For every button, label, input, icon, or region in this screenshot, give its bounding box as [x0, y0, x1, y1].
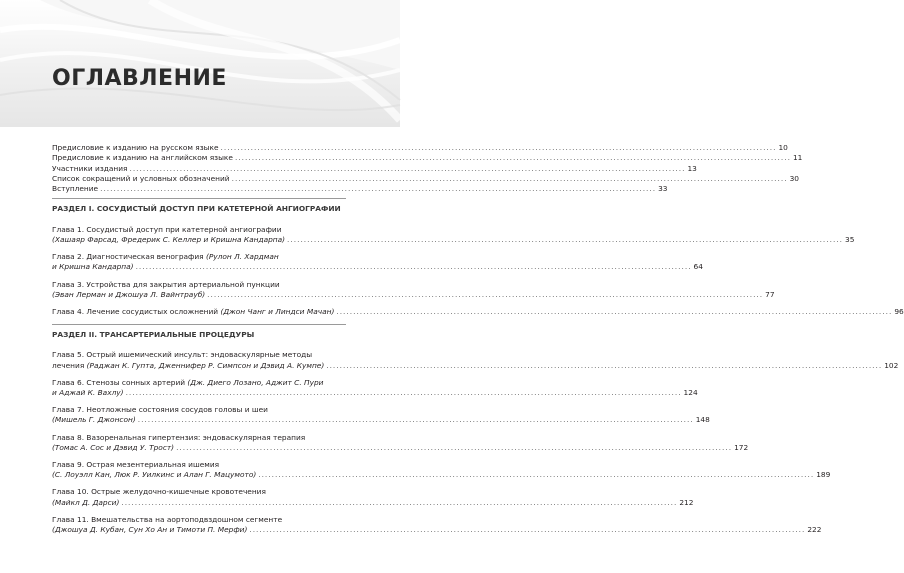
toc-entry-page: 11: [792, 153, 803, 163]
chapter-line: [52, 415, 710, 425]
chapter-page: 148: [695, 415, 710, 425]
dot-leader: [221, 143, 777, 153]
chapter-line: [52, 442, 749, 453]
chapter-label: [52, 235, 285, 245]
toc-entry[interactable]: [52, 184, 668, 194]
dot-leader: [232, 174, 788, 184]
dot-leader: [207, 290, 763, 300]
chapter-authors: (Рулон Л. Хардман: [205, 252, 279, 262]
chapter-line: [52, 470, 831, 480]
toc-entry-label: Предисловие к изданию на русском языке: [52, 143, 219, 152]
toc-entry-page: 10: [778, 143, 788, 152]
dot-leader: [176, 443, 732, 453]
chapter-label: [52, 290, 205, 300]
chapter-authors: (С. Лоуэлл Кан, Люк Р. Уилкинс и Алан Г. Мацумото): [52, 470, 257, 480]
chapter-authors: (Майкл Д. Дарси): [52, 497, 120, 507]
chapter-title: Глава 11. Вмешательства на аортоподвздошном сегменте: [52, 514, 283, 524]
chapter-page: 96: [894, 306, 904, 316]
chapter-line: [52, 433, 346, 443]
toc-entry[interactable]: [52, 173, 799, 184]
chapter-line: [52, 262, 703, 272]
chapter-entry[interactable]: [52, 514, 822, 535]
chapter-line: [52, 487, 346, 497]
chapter-entry[interactable]: [52, 459, 831, 480]
toc-entry-label: Предисловие к изданию на английском языке: [52, 153, 233, 163]
chapter-label: [52, 361, 324, 371]
chapter-page: 77: [765, 289, 775, 299]
chapter-title: Глава 6. Стенозы сонных артерий: [52, 377, 188, 387]
chapter-entry[interactable]: [52, 224, 855, 245]
chapter-line: [52, 280, 346, 290]
chapter-line: [52, 350, 346, 360]
toc-entry[interactable]: [52, 153, 803, 163]
chapter-label: [52, 443, 174, 453]
chapter-entry[interactable]: [52, 432, 749, 453]
dot-leader: [126, 388, 682, 398]
toc-entry-label: Вступление: [52, 184, 99, 194]
dot-leader: [121, 498, 677, 508]
chapter-line: [52, 225, 346, 235]
chapter-entry[interactable]: [52, 487, 694, 507]
chapter-label: [52, 388, 124, 398]
chapter-title-cont: лечения: [52, 360, 87, 370]
chapter-label: [52, 415, 136, 425]
toc-entry-label: Список сокращений и условных обозначений: [52, 173, 230, 183]
chapter-entry[interactable]: [52, 377, 698, 398]
chapter-title: Глава 1. Сосудистый доступ при катетерной ангиографии: [52, 224, 282, 234]
toc-entry-label: Участники издания: [52, 163, 128, 173]
chapter-line: [52, 460, 346, 470]
chapter-page: 189: [816, 470, 831, 480]
divider: [52, 198, 346, 199]
chapter-line: [52, 405, 346, 415]
section-heading: РАЗДЕЛ I. СОСУДИСТЫЙ ДОСТУП ПРИ КАТЕТЕРНОЙ АНГИОГРАФИИ: [52, 204, 341, 214]
chapter-line: [52, 515, 346, 525]
chapter-page: 222: [807, 524, 822, 534]
chapter-entry[interactable]: [52, 306, 904, 317]
dot-leader: [249, 525, 805, 535]
chapter-authors: (Джошуа Д. Кубан, Сун Хо Ан и Тимоти П. Мерфи): [52, 524, 248, 534]
chapter-line: [52, 497, 694, 508]
wave-decoration: [0, 0, 400, 127]
dot-leader: [287, 235, 843, 245]
chapter-entry[interactable]: [52, 405, 710, 425]
chapter-authors: и Аджай К. Вахлу): [52, 387, 124, 397]
chapter-line: [52, 234, 855, 245]
chapter-authors: (Эван Лерман и Джошуа Л. Вайнтрауб): [52, 289, 206, 299]
chapter-authors: (Хашаяр Фарсад, Фредерик С. Келлер и Кришна Кандарпа): [52, 234, 286, 244]
dot-leader: [138, 415, 694, 425]
chapter-page: 124: [683, 387, 698, 397]
chapter-page: 172: [734, 442, 749, 452]
chapter-line: [52, 360, 899, 371]
chapter-label: [52, 470, 256, 480]
table-of-contents: [52, 143, 904, 542]
toc-entry[interactable]: [52, 163, 697, 174]
section-heading: РАЗДЕЛ II. ТРАНСАРТЕРИАЛЬНЫЕ ПРОЦЕДУРЫ: [52, 330, 255, 340]
chapter-page: 212: [679, 497, 694, 507]
divider: [52, 324, 346, 325]
chapter-entry[interactable]: [52, 350, 899, 370]
toc-entry-page: 30: [789, 173, 799, 183]
chapter-authors: (Джон Чанг и Линдси Мачан): [220, 306, 335, 316]
chapter-authors: (Томас А. Сос и Дэвид У. Трост): [52, 442, 175, 452]
chapter-authors: (Дж. Диего Лозано, Аджит С. Пури: [187, 377, 324, 387]
chapter-authors: (Мишель Г. Джонсон): [52, 415, 136, 425]
chapter-line: [52, 289, 775, 300]
sections-list: [52, 204, 904, 535]
chapter-title: Глава 2. Диагностическая венография: [52, 252, 206, 262]
chapter-label: [52, 498, 119, 508]
chapter-line: [52, 306, 904, 317]
chapter-page: 35: [845, 234, 855, 244]
chapter-page: 102: [884, 360, 899, 370]
chapter-line: [52, 524, 822, 535]
dot-leader: [235, 153, 791, 163]
chapter-entry[interactable]: [52, 279, 775, 300]
chapter-line: [52, 387, 698, 398]
chapter-title: Глава 7. Неотложные состояния сосудов головы и шеи: [52, 405, 268, 415]
chapter-line: [52, 252, 346, 262]
toc-entry[interactable]: [52, 143, 788, 153]
chapter-title: Глава 3. Устройства для закрытия артериальной пункции: [52, 279, 280, 289]
front-matter-list: [52, 143, 803, 194]
chapter-title: Глава 5. Острый ишемический инсульт: эндоваскулярные методы: [52, 350, 313, 360]
chapter-label: [52, 525, 247, 535]
dot-leader: [258, 470, 814, 480]
toc-entry-page: 13: [687, 163, 697, 173]
chapter-authors: и Кришна Кандарпа): [52, 262, 134, 272]
page-title: ОГЛАВЛЕНИЕ: [52, 66, 227, 91]
chapter-title: Глава 8. Вазоренальная гипертензия: эндоваскулярная терапия: [52, 432, 306, 442]
dot-leader: [136, 262, 692, 272]
header-banner: [0, 0, 400, 127]
dot-leader: [129, 164, 685, 174]
toc-entry-page: 33: [658, 184, 668, 194]
dot-leader: [326, 361, 882, 371]
chapter-label: [52, 307, 334, 317]
chapter-title: Глава 4. Лечение сосудистых осложнений: [52, 306, 221, 316]
dot-leader: [100, 184, 656, 194]
chapter-title: Глава 10. Острые желудочно-кишечные кровотечения: [52, 487, 266, 497]
chapter-page: 64: [693, 262, 703, 272]
chapter-label: [52, 262, 134, 272]
chapter-authors: (Раджан К. Гупта, Дженнифер Р. Симпсон и Дэвид А. Кумпе): [86, 360, 325, 370]
chapter-entry[interactable]: [52, 252, 703, 272]
chapter-line: [52, 378, 346, 388]
chapter-title: Глава 9. Острая мезентериальная ишемия: [52, 459, 220, 469]
dot-leader: [336, 307, 892, 317]
